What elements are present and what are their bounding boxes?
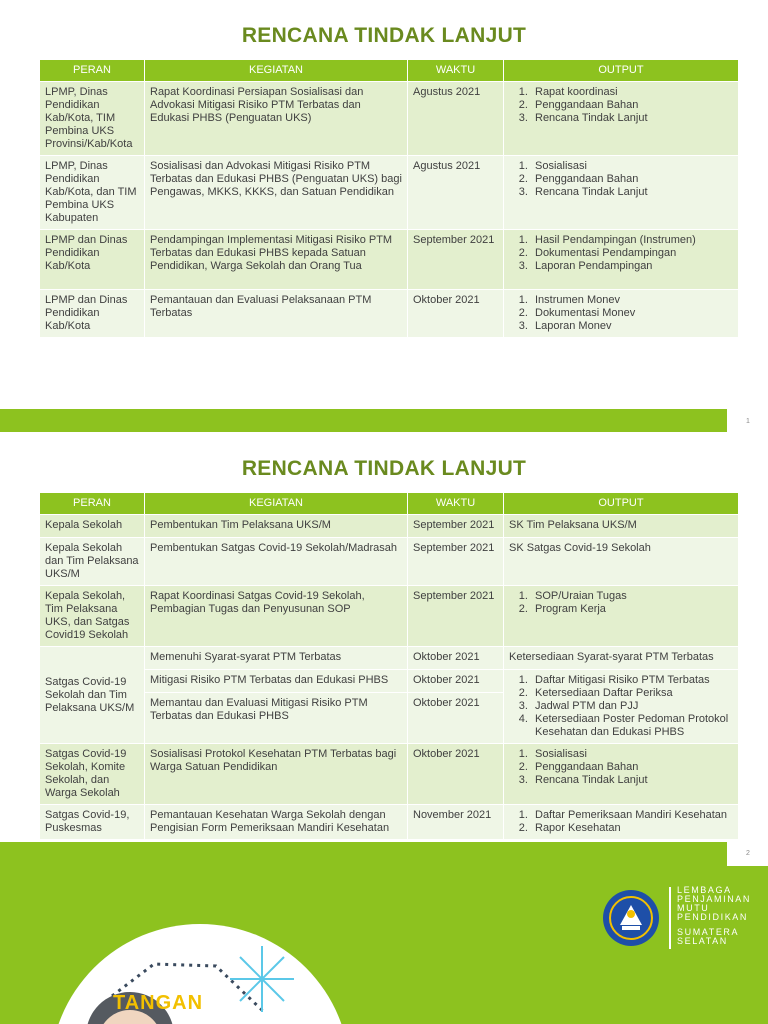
logo-line: MUTU	[677, 903, 710, 913]
cell-waktu: September 2021	[408, 515, 504, 538]
logo-line: PENDIDIKAN	[677, 912, 749, 922]
cell-waktu: Oktober 2021	[408, 290, 504, 338]
table-row	[40, 290, 739, 338]
cell-output	[504, 670, 739, 744]
output-item: 2. Rapor Kesehatan	[531, 822, 733, 835]
logo-line: PENJAMINAN	[677, 894, 752, 904]
output-item: 1. Sosialisasi	[531, 748, 733, 761]
cell-waktu: Oktober 2021	[408, 744, 504, 805]
cell-peran: Kepala Sekolah, Tim Pelaksana UKS, dan Satgas Covid19 Sekolah	[40, 586, 145, 647]
cell-output	[504, 230, 739, 290]
slide-2	[0, 432, 768, 842]
slide-divider-band	[0, 409, 727, 433]
table-row	[40, 156, 739, 230]
cell-waktu: Agustus 2021	[408, 156, 504, 230]
output-item: 2. Program Kerja	[531, 603, 733, 616]
cell-peran: Satgas Covid-19, Puskesmas	[40, 805, 145, 840]
cell-output	[504, 744, 739, 805]
cell-output: Ketersediaan Syarat-syarat PTM Terbatas	[504, 647, 739, 670]
header-peran: PERAN	[40, 493, 145, 515]
cell-peran: LPMP, Dinas Pendidikan Kab/Kota, dan TIM Pembina UKS Kabupaten	[40, 156, 145, 230]
table-row	[40, 670, 739, 693]
logo-line: LEMBAGA	[677, 885, 732, 895]
cell-output: SK Tim Pelaksana UKS/M	[504, 515, 739, 538]
cell-peran: Kepala Sekolah	[40, 515, 145, 538]
cell-waktu: Oktober 2021	[408, 693, 504, 744]
output-item: 1. Instrumen Monev	[531, 294, 733, 307]
poster-circle	[50, 924, 350, 1024]
table-header-row	[40, 493, 739, 515]
output-item: 2. Penggandaan Bahan	[531, 761, 733, 774]
cell-kegiatan: Pemantauan dan Evaluasi Pelaksanaan PTM Terbatas	[145, 290, 408, 338]
slide-1	[0, 0, 768, 410]
table-header-row	[40, 60, 739, 82]
output-item: 3. Rencana Tindak Lanjut	[531, 186, 733, 199]
table-row	[40, 586, 739, 647]
slide-title: RENCANA TINDAK LANJUT	[241, 24, 527, 47]
output-item: 3. Rencana Tindak Lanjut	[531, 112, 733, 125]
cell-output	[504, 290, 739, 338]
cell-kegiatan: Pemantauan Kesehatan Warga Sekolah dengan Pengisian Form Pemeriksaan Mandiri Kesehatan	[145, 805, 408, 840]
page-number: 1	[746, 418, 750, 425]
cell-output: SK Satgas Covid-19 Sekolah	[504, 538, 739, 586]
cell-waktu: Agustus 2021	[408, 82, 504, 156]
cell-kegiatan: Rapat Koordinasi Persiapan Sosialisasi dan Advokasi Mitigasi Risiko PTM Terbatas dan Edukasi PHBS (Penguatan UKS)	[145, 82, 408, 156]
header-output: OUTPUT	[504, 493, 739, 515]
cell-waktu: September 2021	[408, 538, 504, 586]
cell-output	[504, 156, 739, 230]
output-item: 1. SOP/Uraian Tugas	[531, 590, 733, 603]
table-row	[40, 82, 739, 156]
cell-kegiatan: Pembentukan Tim Pelaksana UKS/M	[145, 515, 408, 538]
logo-divider	[669, 887, 671, 949]
cell-waktu: Oktober 2021	[408, 647, 504, 670]
output-item: 1. Daftar Pemeriksaan Mandiri Kesehatan	[531, 809, 733, 822]
table-row	[40, 805, 739, 840]
tut-wuri-handayani-logo-icon	[602, 889, 660, 947]
cell-kegiatan: Rapat Koordinasi Satgas Covid-19 Sekolah, Pembagian Tugas dan Penyusunan SOP	[145, 586, 408, 647]
table-row	[40, 744, 739, 805]
institution-logo-text	[677, 886, 751, 946]
cell-kegiatan: Memenuhi Syarat-syarat PTM Terbatas	[145, 647, 408, 670]
output-item: 3. Jadwal PTM dan PJJ	[531, 700, 733, 713]
cell-waktu: November 2021	[408, 805, 504, 840]
header-waktu: WAKTU	[408, 493, 504, 515]
output-item: 2. Penggandaan Bahan	[531, 173, 733, 186]
table-row	[40, 538, 739, 586]
poster-word: TANGAN	[113, 992, 204, 1014]
output-item: 4. Ketersediaan Poster Pedoman Protokol Kesehatan dan Edukasi PHBS	[531, 713, 733, 739]
output-item: 3. Rencana Tindak Lanjut	[531, 774, 733, 787]
header-peran: PERAN	[40, 60, 145, 82]
sparkle-icon	[230, 946, 294, 1012]
cell-waktu: September 2021	[408, 586, 504, 647]
cell-peran: Satgas Covid-19 Sekolah, Komite Sekolah, dan Warga Sekolah	[40, 744, 145, 805]
output-item: 1. Rapat koordinasi	[531, 86, 733, 99]
cell-kegiatan: Memantau dan Evaluasi Mitigasi Risiko PTM Terbatas dan Edukasi PHBS	[145, 693, 408, 744]
cell-kegiatan: Sosialisasi dan Advokasi Mitigasi Risiko PTM Terbatas dan Edukasi PHBS (Penguatan UKS) bagi Pengawas, MKKS, KKKS, dan Satuan Pendidikan	[145, 156, 408, 230]
cell-output	[504, 805, 739, 840]
output-item: 2. Penggandaan Bahan	[531, 99, 733, 112]
cell-kegiatan: Pembentukan Satgas Covid-19 Sekolah/Madrasah	[145, 538, 408, 586]
cell-peran: LPMP, Dinas Pendidikan Kab/Kota, TIM Pembina UKS Provinsi/Kab/Kota	[40, 82, 145, 156]
logo-sub-line: SELATAN	[677, 936, 728, 946]
table-row	[40, 230, 739, 290]
table-row	[40, 515, 739, 538]
cell-peran: Kepala Sekolah dan Tim Pelaksana UKS/M	[40, 538, 145, 586]
cell-waktu: September 2021	[408, 230, 504, 290]
cell-waktu: Oktober 2021	[408, 670, 504, 693]
output-item: 2. Dokumentasi Pendampingan	[531, 247, 733, 260]
rtl-table-1	[39, 59, 739, 338]
output-item: 3. Laporan Monev	[531, 320, 733, 333]
output-item: 1. Sosialisasi	[531, 160, 733, 173]
cell-output	[504, 82, 739, 156]
output-item: 2. Ketersediaan Daftar Periksa	[531, 687, 733, 700]
output-item: 2. Dokumentasi Monev	[531, 307, 733, 320]
slide-3	[0, 842, 768, 1024]
cell-peran: LPMP dan Dinas Pendidikan Kab/Kota	[40, 290, 145, 338]
cell-output	[504, 586, 739, 647]
output-item: 1. Daftar Mitigasi Risiko PTM Terbatas	[531, 674, 733, 687]
cell-kegiatan: Pendampingan Implementasi Mitigasi Risiko PTM Terbatas dan Edukasi PHBS kepada Satuan Pendidikan, Warga Sekolah dan Orang Tua	[145, 230, 408, 290]
cell-peran: Satgas Covid-19 Sekolah dan Tim Pelaksana UKS/M	[40, 647, 145, 744]
header-kegiatan: KEGIATAN	[145, 493, 408, 515]
header-output: OUTPUT	[504, 60, 739, 82]
header-kegiatan: KEGIATAN	[145, 60, 408, 82]
cell-peran: LPMP dan Dinas Pendidikan Kab/Kota	[40, 230, 145, 290]
output-item: 1. Hasil Pendampingan (Instrumen)	[531, 234, 733, 247]
header-waktu: WAKTU	[408, 60, 504, 82]
cell-kegiatan: Sosialisasi Protokol Kesehatan PTM Terbatas bagi Warga Satuan Pendidikan	[145, 744, 408, 805]
table-row	[40, 647, 739, 670]
rtl-table-2	[39, 492, 739, 840]
slide-title: RENCANA TINDAK LANJUT	[241, 457, 527, 480]
output-item: 3. Laporan Pendampingan	[531, 260, 733, 273]
logo-sub-line: SUMATERA	[677, 927, 740, 937]
cell-kegiatan: Mitigasi Risiko PTM Terbatas dan Edukasi PHBS	[145, 670, 408, 693]
page-number: 2	[746, 850, 750, 857]
